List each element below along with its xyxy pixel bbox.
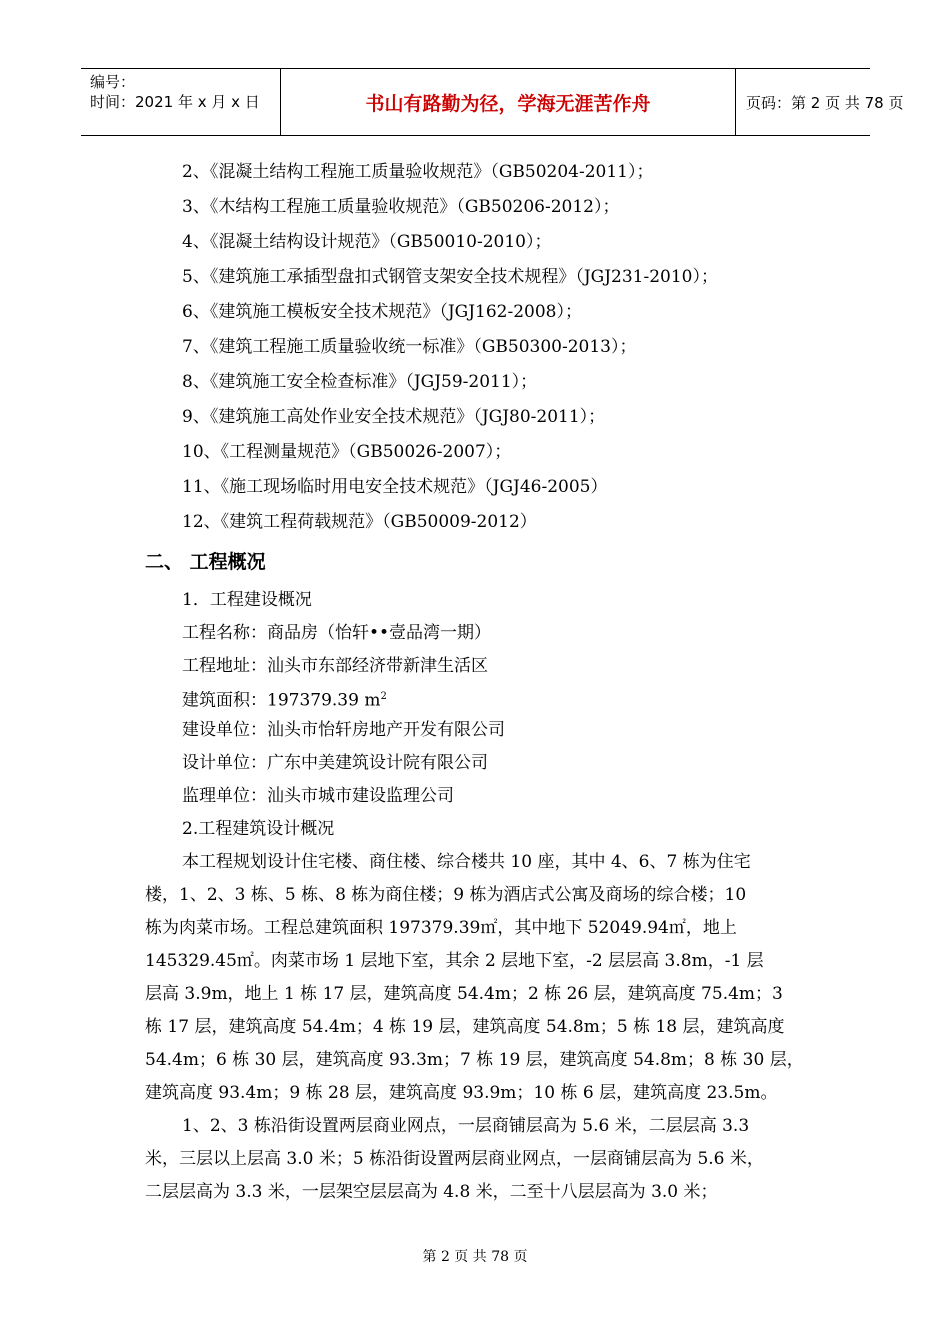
paragraph-line: 栋 17 层，建筑高度 54.4m；4 栋 19 层，建筑高度 54.8m；5 栋 18 层，建筑高度 <box>145 1017 785 1037</box>
design-unit: 设计单位：广东中美建筑设计院有限公司 <box>182 753 488 773</box>
section-title: 二、 工程概况 <box>145 551 266 573</box>
reference-item: 2、《混凝土结构工程施工质量验收规范》（GB50204-2011）； <box>182 162 654 182</box>
area-unit-superscript: 2 <box>380 691 387 702</box>
paragraph-line: 楼，1、2、3 栋、5 栋、8 栋为商住楼；9 栋为酒店式公寓及商场的综合楼；10 <box>145 885 747 905</box>
project-area <box>182 685 387 713</box>
reference-item: 7、《建筑工程施工质量验收统一标准》（GB50300-2013）； <box>182 337 637 357</box>
paragraph-line: 54.4m；6 栋 30 层，建筑高度 93.3m；7 栋 19 层，建筑高度 54.8m；8 栋 30 层， <box>145 1050 804 1070</box>
page-header <box>81 68 904 136</box>
paragraph-line: 建筑高度 93.4m；9 栋 28 层，建筑高度 93.9m；10 栋 6 层，建筑高度 23.5m。 <box>145 1083 778 1103</box>
reference-item: 5、《建筑施工承插型盘扣式钢管支架安全技术规程》（JGJ231-2010）； <box>182 267 718 287</box>
reference-item: 8、《建筑施工安全检查标准》（JGJ59-2011）； <box>182 372 538 392</box>
header-motto: 书山有路勤为径，学海无涯苦作舟 <box>281 69 736 135</box>
reference-item: 9、《建筑施工高处作业安全技术规范》（JGJ80-2011）； <box>182 407 606 427</box>
number-label: 编号： <box>90 73 136 91</box>
header-meta <box>81 69 281 135</box>
paragraph-line: 米，三层以上层高 3.0 米；5 栋沿街设置两层商业网点，一层商铺层高为 5.6 米， <box>145 1149 764 1169</box>
paragraph-line: 二层层高为 3.3 米，一层架空层层高为 4.8 米，二至十八层层高为 3.0 米； <box>145 1182 718 1202</box>
reference-item: 3、《木结构工程施工质量验收规范》（GB50206-2012）； <box>182 197 620 217</box>
project-address: 工程地址：汕头市东部经济带新津生活区 <box>182 656 488 676</box>
project-area-value: 建筑面积：197379.39 m <box>182 690 381 711</box>
reference-item: 11、《施工现场临时用电安全技术规范》（JGJ46-2005） <box>182 477 608 497</box>
builder-unit: 建设单位：汕头市怡轩房地产开发有限公司 <box>182 720 505 740</box>
time-label: 时间：2021 年 x 月 x 日 <box>90 93 260 111</box>
paragraph-line: 1、2、3 栋沿街设置两层商业网点，一层商铺层高为 5.6 米，二层层高 3.3 <box>182 1116 750 1136</box>
paragraph-line: 栋为肉菜市场。工程总建筑面积 197379.39㎡，其中地下 52049.94㎡，地上 <box>145 918 737 938</box>
reference-item: 10、《工程测量规范》（GB50026-2007）； <box>182 442 512 462</box>
paragraph-line: 本工程规划设计住宅楼、商住楼、综合楼共 10 座，其中 4、6、7 栋为住宅 <box>182 852 751 872</box>
reference-item: 12、《建筑工程荷载规范》（GB50009-2012） <box>182 512 537 532</box>
reference-item: 6、《建筑施工模板安全技术规范》（JGJ162-2008）； <box>182 302 582 322</box>
paragraph-line: 层高 3.9m，地上 1 栋 17 层，建筑高度 54.4m；2 栋 26 层，建筑高度 75.4m；3 <box>145 984 783 1004</box>
page-footer: 第 2 页 共 78 页 <box>422 1249 528 1265</box>
header-page-info: 页码：第 2 页 共 78 页 <box>746 93 904 112</box>
subsection-title: 2.工程建筑设计概况 <box>182 819 335 839</box>
supervision-unit: 监理单位：汕头市城市建设监理公司 <box>182 786 454 806</box>
project-name: 工程名称：商品房（怡轩••壹品湾一期） <box>182 623 492 643</box>
subsection-title: 1．工程建设概况 <box>182 590 312 610</box>
paragraph-line: 145329.45㎡。肉菜市场 1 层地下室，其余 2 层地下室，-2 层层高 3.8m，-1 层 <box>145 951 764 971</box>
reference-item: 4、《混凝土结构设计规范》（GB50010-2010）； <box>182 232 552 252</box>
